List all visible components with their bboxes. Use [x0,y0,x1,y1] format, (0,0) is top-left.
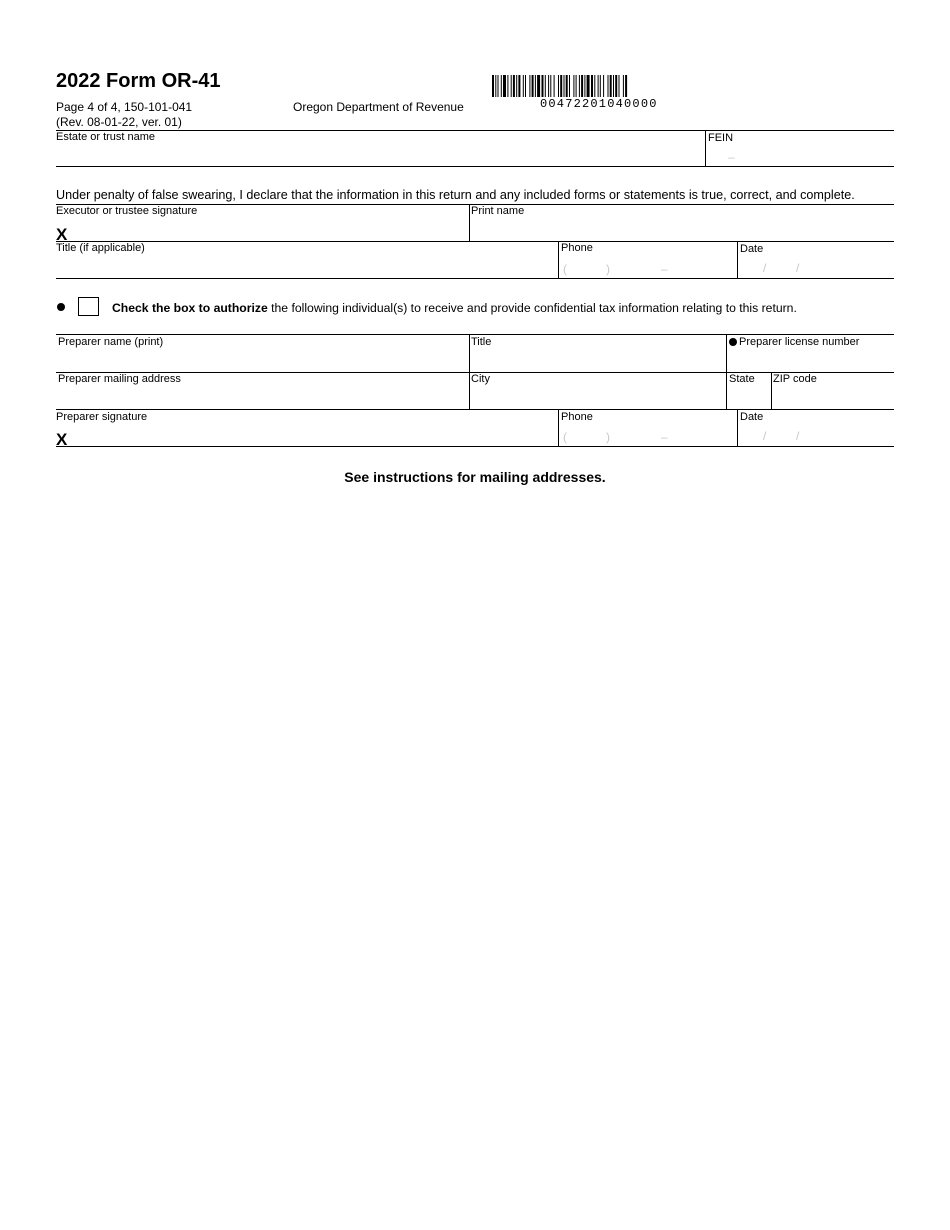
fein-label: FEIN [708,132,734,144]
barcode-bar [558,75,559,97]
barcode-bar [594,75,595,97]
executor-signature-field[interactable] [74,220,464,240]
rule [558,409,559,446]
barcode-bar [554,75,555,97]
executor-date-field[interactable] [740,256,892,277]
preparer-date-field[interactable] [740,425,892,445]
authorization-bold-text: Check the box to authorize [112,301,268,315]
bullet-icon [57,303,65,311]
barcode-graphic [492,75,704,97]
barcode-bar [523,75,524,97]
barcode-bar [511,75,512,97]
barcode-bar [550,75,551,97]
barcode-bar [581,75,583,97]
rule [705,130,706,166]
rule [771,372,772,409]
preparer-state-field[interactable] [729,387,769,407]
phone-hint-close: ) [606,430,610,444]
barcode-bar [587,75,590,97]
signature-x-mark: X [56,430,68,449]
barcode-number: 00472201040000 [540,97,658,111]
phone-hint-dash: – [661,262,668,276]
rule [56,166,894,167]
barcode-bar [613,75,614,97]
preparer-zip-label: ZIP code [773,373,817,385]
estate-name-field[interactable] [56,145,701,165]
page-info: Page 4 of 4, 150-101-041 [56,100,193,114]
preparer-address-field[interactable] [58,387,464,407]
declaration-text: Under penalty of false swearing, I declare that the information in this return and any included forms or statements is true, correct, and complete. [56,188,855,202]
bullet-icon [729,338,737,346]
mailing-instructions-note: See instructions for mailing addresses. [344,469,606,485]
preparer-signature-field[interactable] [74,425,554,445]
preparer-state-label: State [729,373,755,385]
preparer-license-label: Preparer license number [739,336,860,348]
rule [56,130,894,131]
phone-hint-dash: – [661,430,668,444]
preparer-address-label: Preparer mailing address [58,373,181,385]
print-name-label: Print name [471,205,525,217]
fein-hint: – [728,150,735,164]
authorization-text [112,301,797,315]
revision-info: (Rev. 08-01-22, ver. 01) [56,115,182,129]
barcode-bar [564,75,565,97]
rule [737,241,738,278]
preparer-name-label: Preparer name (print) [58,336,164,348]
estate-name-label: Estate or trust name [56,131,156,143]
rule [56,409,894,410]
barcode-bar [516,75,517,97]
barcode-bar [579,75,580,97]
rule [737,409,738,446]
barcode-bar [598,75,599,97]
preparer-name-field[interactable] [58,350,464,370]
date-hint-slash: / [796,429,800,443]
barcode-bar [623,75,624,97]
barcode-bar [625,75,627,97]
phone-hint-open: ( [563,430,567,444]
barcode-bar [591,75,593,97]
preparer-license-field[interactable] [729,350,892,370]
barcode-bar [608,75,609,97]
date-label: Date [740,243,764,255]
preparer-zip-field[interactable] [774,387,892,407]
barcode-bar [513,75,515,97]
barcode-bar [603,75,604,97]
signature-x-mark: X [56,225,68,244]
barcode-bar [501,75,502,97]
fein-field[interactable] [708,145,892,165]
rule [56,241,894,242]
barcode-bar [573,75,574,97]
barcode-bar [569,75,570,97]
preparer-phone-field[interactable] [561,425,733,445]
barcode-bar [619,75,620,97]
authorization-rest-text: the following individual(s) to receive and provide confidential tax information relating to this return. [267,301,797,315]
preparer-title-label: Title [471,336,492,348]
phone-hint-close: ) [606,262,610,276]
barcode-bar [545,75,546,97]
barcode-bar [529,75,530,97]
preparer-title-field[interactable] [472,350,722,370]
barcode-bar [548,75,549,97]
barcode-bar [615,75,617,97]
preparer-signature-label: Preparer signature [56,411,148,423]
print-name-field[interactable] [472,219,892,240]
barcode-bar [507,75,508,97]
rule [558,241,559,278]
barcode-bar [576,75,577,97]
rule [56,334,894,335]
barcode-bar [537,75,540,97]
date-hint-slash: / [796,261,800,275]
preparer-date-label: Date [740,411,764,423]
barcode-bar [518,75,520,97]
barcode-bar [610,75,612,97]
barcode-bar [566,75,568,97]
authorize-checkbox[interactable] [78,297,99,316]
rule [469,204,470,241]
preparer-city-label: City [471,373,490,385]
barcode-bar [542,75,544,97]
barcode-bar [495,75,496,97]
executor-signature-label: Executor or trustee signature [56,205,198,217]
phone-hint-open: ( [563,262,567,276]
executor-phone-field[interactable] [561,256,733,277]
phone-label: Phone [561,242,593,254]
rule [56,278,894,279]
executor-title-field[interactable] [56,256,554,277]
date-hint-slash: / [763,429,767,443]
barcode-bar [584,75,585,97]
preparer-phone-label: Phone [561,411,593,423]
barcode-bar [525,75,526,97]
barcode-bar [560,75,562,97]
barcode-bar [535,75,536,97]
preparer-city-field[interactable] [472,387,722,407]
barcode-bar [532,75,534,97]
date-hint-slash: / [763,261,767,275]
barcode-bar [492,75,494,97]
barcode-bar [600,75,601,97]
barcode-bar [498,75,499,97]
rule [56,446,894,447]
barcode-bar [503,75,506,97]
title-label: Title (if applicable) [56,242,145,254]
department-name: Oregon Department of Revenue [293,100,464,114]
form-title: 2022 Form OR-41 [56,70,221,92]
